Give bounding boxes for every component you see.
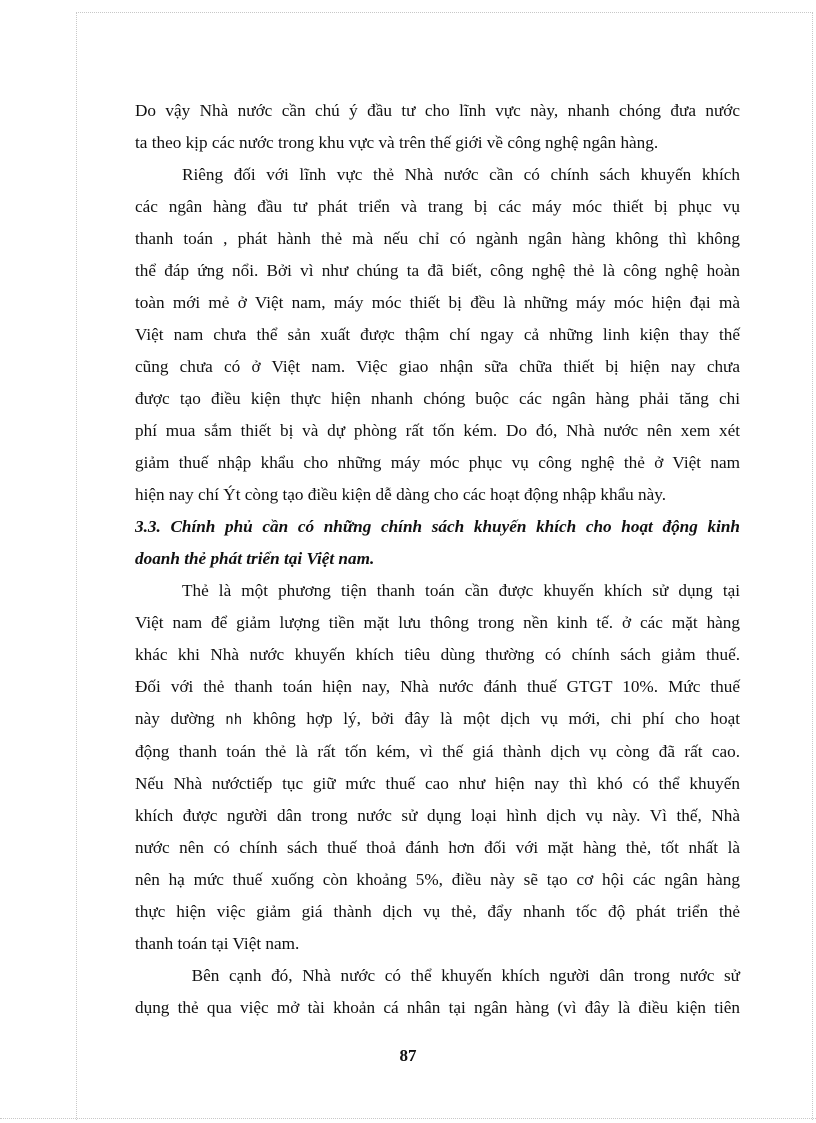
text-line: Do vậy Nhà nước cần chú ý đầu tư cho lĩnh vực này, nhanh chóng đưa nước bbox=[135, 101, 740, 120]
text-line: nên hạ mức thuế xuống còn khoảng 5%, điều này sẽ tạo cơ hội các ngân hàng bbox=[135, 870, 740, 889]
page-number: 87 bbox=[399, 1046, 417, 1065]
text-run: này dường bbox=[135, 709, 226, 728]
text-run-mono: nh bbox=[225, 712, 243, 728]
text-line: động thanh toán thẻ là rất tốn kém, vì thế giá thành dịch vụ còng đã rất cao. bbox=[135, 742, 740, 761]
paragraph-4 bbox=[135, 960, 740, 1024]
heading-line: doanh thẻ phát triển tại Việt nam. bbox=[135, 549, 375, 568]
text-line: Riêng đối với lĩnh vực thẻ Nhà nước cần có chính sách khuyến khích bbox=[182, 165, 740, 184]
paragraph-1 bbox=[135, 95, 740, 159]
text-line: thanh toán , phát hành thẻ mà nếu chỉ có ngành ngân hàng không thì không bbox=[135, 229, 740, 248]
text-line: giảm thuế nhập khẩu cho những máy móc phục vụ công nghệ thẻ ở Việt nam bbox=[135, 453, 740, 472]
text-line: ta theo kịp các nước trong khu vực và trên thế giới về công nghệ ngân hàng. bbox=[135, 133, 659, 152]
text-line: Nếu Nhà nướctiếp tục giữ mức thuế cao như hiện nay thì khó có thể khuyến bbox=[135, 774, 740, 793]
text-line-mixed bbox=[135, 703, 740, 736]
text-line: Thẻ là một phương tiện thanh toán cần được khuyến khích sử dụng tại bbox=[182, 581, 740, 600]
text-line: nước nên có chính sách thuế thoả đánh hơn đối với mặt hàng thẻ, tốt nhất là bbox=[135, 838, 740, 857]
text-line: Đối với thẻ thanh toán hiện nay, Nhà nước đánh thuế GTGT 10%. Mức thuế bbox=[135, 677, 740, 696]
paragraph-3 bbox=[135, 575, 740, 960]
text-line: dụng thẻ qua việc mở tài khoản cá nhân tại ngân hàng (vì đây là điều kiện tiên bbox=[135, 998, 740, 1017]
bottom-rule bbox=[0, 1118, 816, 1119]
text-run: không hợp lý, bởi đây là một dịch vụ mới, chi phí cho hoạt bbox=[242, 709, 740, 728]
heading-line: 3.3. Chính phủ cần có những chính sách khuyến khích cho hoạt động kinh bbox=[135, 517, 740, 536]
text-line: Việt nam chưa thể sản xuất được thậm chí ngay cả những linh kiện thay thế bbox=[135, 325, 740, 344]
text-line: Việt nam để giảm lượng tiền mặt lưu thông trong nền kinh tế. ở các mặt hàng bbox=[135, 613, 740, 632]
section-heading bbox=[135, 511, 740, 575]
text-line: khác khi Nhà nước khuyến khích tiêu dùng thường có chính sách giảm thuế. bbox=[135, 645, 740, 664]
text-line: toàn mới mẻ ở Việt nam, máy móc thiết bị đều là những máy móc hiện đại mà bbox=[135, 293, 740, 312]
text-line: thể đáp ứng nổi. Bởi vì như chúng ta đã biết, công nghệ thẻ là công nghệ hoàn bbox=[135, 261, 740, 280]
text-line: Bên cạnh đó, Nhà nước có thể khuyến khích người dân trong nước sử bbox=[182, 966, 740, 985]
text-line: cũng chưa có ở Việt nam. Việc giao nhận sữa chữa thiết bị hiện nay chưa bbox=[135, 357, 740, 376]
text-line: khích được người dân trong nước sử dụng loại hình dịch vụ này. Vì thế, Nhà bbox=[135, 806, 740, 825]
text-line: thanh toán tại Việt nam. bbox=[135, 934, 300, 953]
text-line: phí mua sắm thiết bị và dự phòng rất tốn kém. Do đó, Nhà nước nên xem xét bbox=[135, 421, 740, 440]
text-line: các ngân hàng đầu tư phát triển và trang bị các máy móc thiết bị phục vụ bbox=[135, 197, 740, 216]
paragraph-2 bbox=[135, 159, 740, 511]
text-line: được tạo điều kiện thực hiện nhanh chóng buộc các ngân hàng phải tăng chi bbox=[135, 389, 740, 408]
document-body bbox=[135, 95, 740, 1024]
text-line: thực hiện việc giảm giá thành dịch vụ thẻ, đẩy nhanh tốc độ phát triển thẻ bbox=[135, 902, 740, 921]
text-line: hiện nay chí Ýt còng tạo điều kiện dễ dàng cho các hoạt động nhập khẩu này. bbox=[135, 485, 667, 504]
